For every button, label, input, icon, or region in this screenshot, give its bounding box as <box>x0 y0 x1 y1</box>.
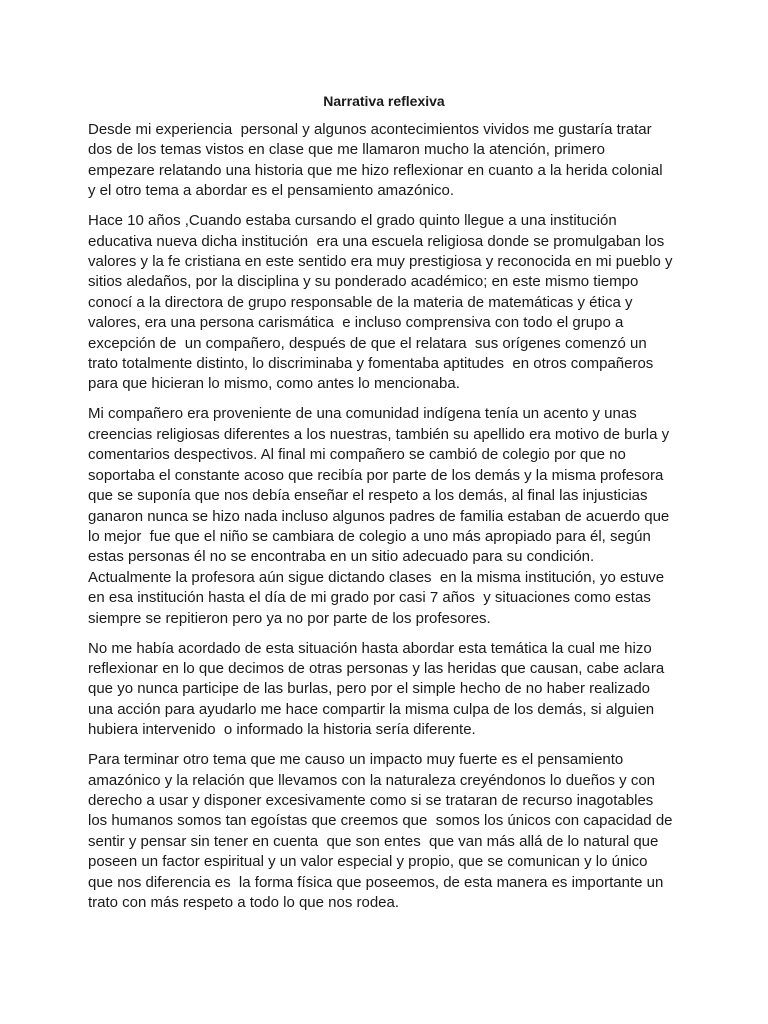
text-line: lo mejor fue que el niño se cambiara de colegio a uno más apropiado para él, según <box>88 527 651 545</box>
text-line: poseen un factor espiritual y un valor especial y propio, que se comunican y lo único <box>88 853 648 871</box>
text-line: que se suponía que nos debía enseñar el respeto a los demás, al final las injusticias <box>88 487 648 505</box>
text-line: dos de los temas vistos en clase que me llamaron mucho la atención, primero <box>88 141 605 159</box>
text-line: conocí a la directora de grupo responsable de la materia de matemáticas y ética y <box>88 293 633 311</box>
body-paragraph <box>88 639 688 741</box>
text-line: excepción de un compañero, después de que el relatara sus orígenes comenzó un <box>88 334 647 352</box>
body-paragraph <box>88 120 688 202</box>
text-line: los humanos somos tan egoístas que creemos que somos los únicos con capacidad de <box>88 812 673 830</box>
text-line: Para terminar otro tema que me causo un impacto muy fuerte es el pensamiento <box>88 751 624 769</box>
text-line: sentir y pensar sin tener en cuenta que son entes que van más allá de lo natural que <box>88 832 659 850</box>
text-line: creencias religiosas diferentes a los nuestras, también su apellido era motivo de burla y <box>88 425 670 443</box>
text-line: que yo nunca participe de las burlas, pero por el simple hecho de no haber realizado <box>88 680 651 698</box>
text-line: y el otro tema a abordar es el pensamiento amazónico. <box>88 182 455 200</box>
text-line: ganaron nunca se hizo nada incluso algunos padres de familia estaban de acuerdo que <box>88 507 670 525</box>
text-line: educativa nueva dicha institución era una escuela religiosa donde se promulgaban los <box>88 232 665 250</box>
body-paragraph <box>88 750 688 913</box>
text-line: hubiera intervenido o informado la historia sería diferente. <box>88 721 476 739</box>
text-line: estas personas él no se encontraba en un sitio adecuado para su condición. <box>88 548 595 566</box>
text-line: No me había acordado de esta situación hasta abordar esta temática la cual me hizo <box>88 639 652 657</box>
text-line: trato con más respeto a todo lo que nos rodea. <box>88 894 400 911</box>
text-line: derecho a usar y disponer excesivamente como si se trataran de recurso inagotables <box>88 791 654 809</box>
text-line: que nos diferencia es la forma física que poseemos, de esta manera es importante un <box>88 873 664 891</box>
text-line: Mi compañero era proveniente de una comunidad indígena tenía un acento y unas <box>88 405 637 423</box>
text-line: valores y la fe cristiana en este sentido era muy prestigiosa y reconocida en mi pueblo y <box>88 253 673 271</box>
body-paragraph <box>88 404 688 628</box>
text-line: para que hicieran lo mismo, como antes lo mencionaba. <box>88 375 460 393</box>
text-line: empezare relatando una historia que me hizo reflexionar en cuanto a la herida colonial <box>88 161 663 179</box>
text-line: siempre se repitieron pero ya no por parte de los profesores. <box>88 609 491 627</box>
text-line: Hace 10 años ,Cuando estaba cursando el grado quinto llegue a una institución <box>88 212 617 230</box>
text-line: una acción para ayudarlo me hace compartir la misma culpa de los demás, si alguien <box>88 700 655 718</box>
body-paragraph <box>88 211 688 395</box>
text-line: Actualmente la profesora aún sigue dictando clases en la misma institución, yo estuve <box>88 568 665 586</box>
text-line: valores, era una persona carismática e incluso comprensiva con todo el grupo a <box>88 314 624 332</box>
text-line: en esa institución hasta el día de mi grado por casi 7 años y situaciones como estas <box>88 589 651 607</box>
text-line: reflexionar en lo que decimos de otras personas y las heridas que causan, cabe aclara <box>88 659 665 677</box>
text-line: comentarios despectivos. Al final mi compañero se cambió de colegio por que no <box>88 446 626 464</box>
text-line: amazónico y la relación que llevamos con la naturaleza creyéndonos lo dueños y con <box>88 771 656 789</box>
text-line: sitios aledaños, por la disciplina y su ponderado académico; en este mismo tiempo <box>88 273 639 291</box>
text-line: trato totalmente distinto, lo discriminaba y fomentaba aptitudes en otros compañeros <box>88 355 654 373</box>
text-line: soportaba el constante acoso que recibía por parte de los demás y la misma profesora <box>88 466 664 484</box>
document-title: Narrativa reflexiva <box>323 93 445 109</box>
text-line: Desde mi experiencia personal y algunos acontecimientos vividos me gustaría tratar <box>88 121 652 138</box>
document-body <box>88 120 688 923</box>
